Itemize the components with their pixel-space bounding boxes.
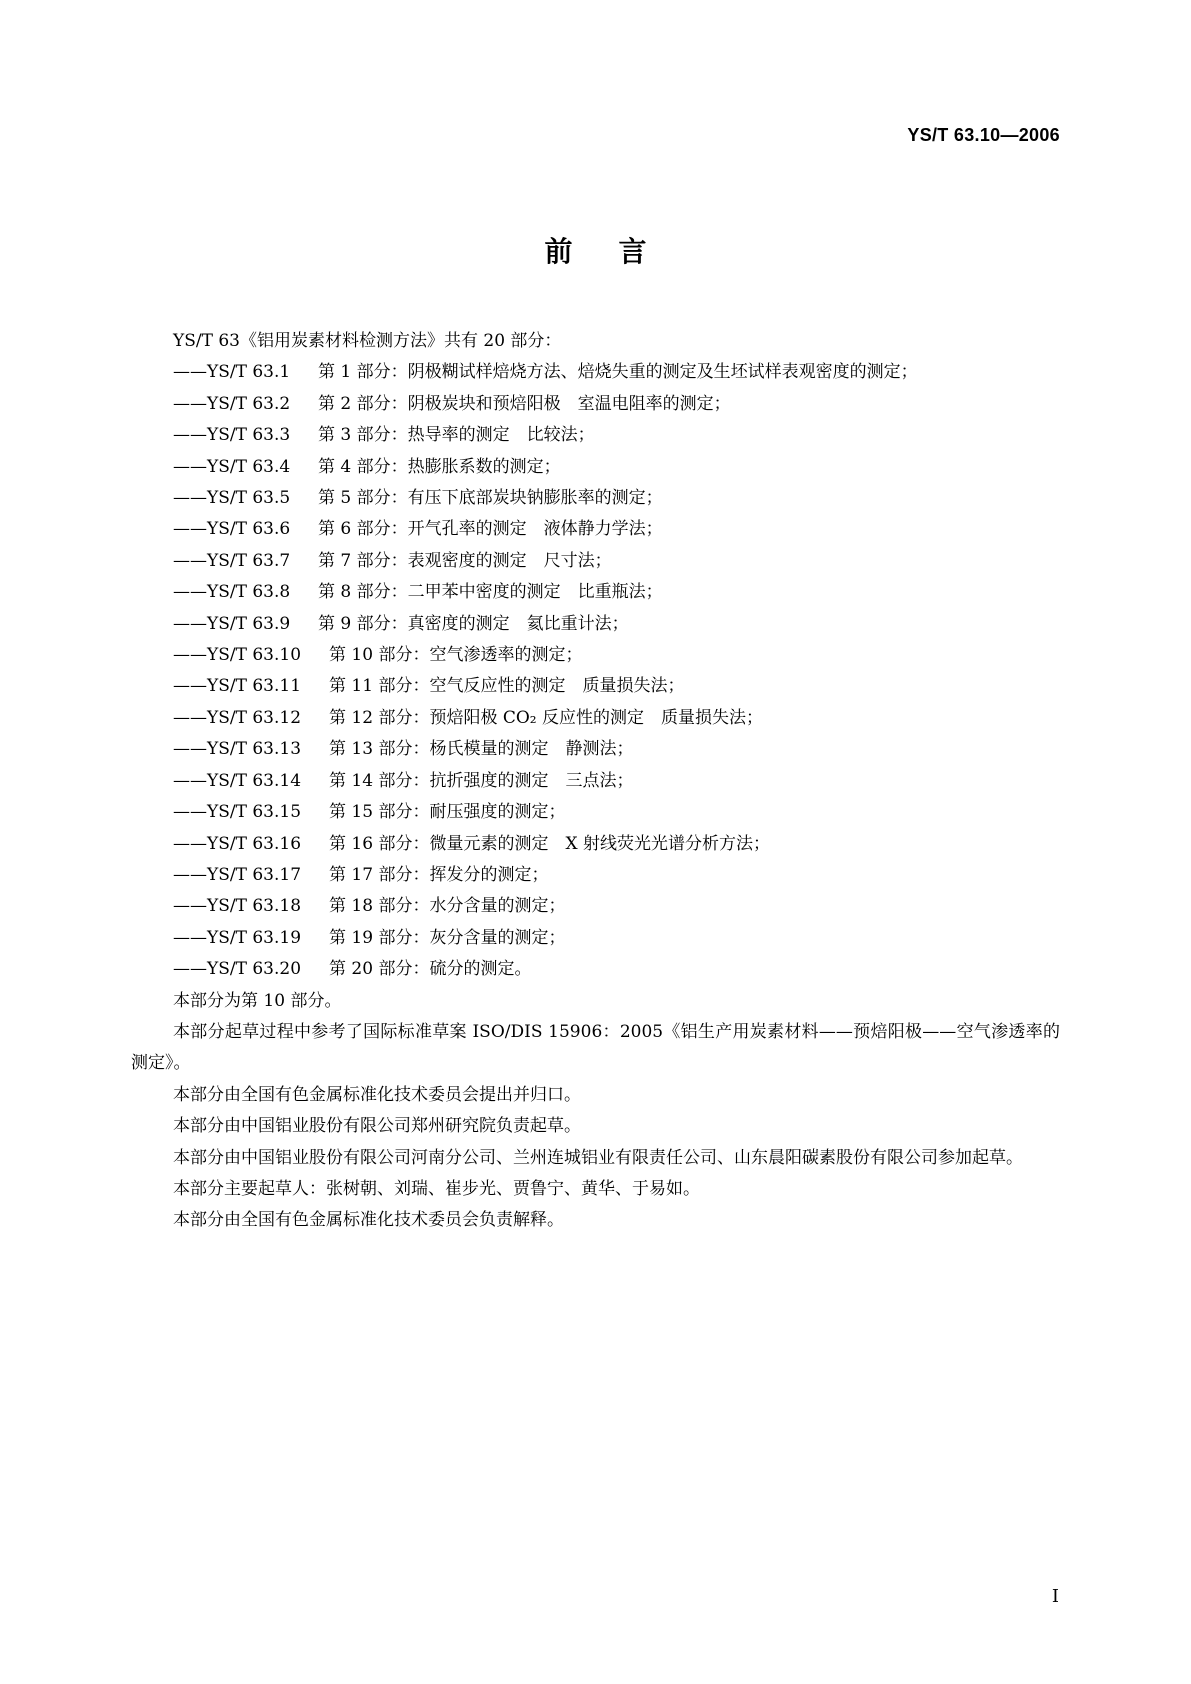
drafter-paragraph: 本部分由中国铝业股份有限公司郑州研究院负责起草。 (173, 1116, 581, 1137)
authors-paragraph: 本部分主要起草人：张树朝、刘瑞、崔步光、贾鲁宁、黄华、于易如。 (173, 1178, 700, 1199)
part-desc: 第 1 部分：阴极糊试样焙烧方法、焙烧失重的测定及生坯试样表观密度的测定； (318, 362, 918, 383)
list-item (131, 389, 1060, 420)
part-desc: 第 6 部分：开气孔率的测定 液体静力学法； (318, 519, 663, 540)
part-desc: 第 13 部分：杨氏模量的测定 静测法； (329, 739, 634, 760)
part-code: ——YS/T 63.18 (173, 896, 302, 917)
part-code: ——YS/T 63.13 (173, 739, 302, 760)
list-item (131, 452, 1060, 483)
interpretation-paragraph: 本部分由全国有色金属标准化技术委员会负责解释。 (173, 1210, 564, 1231)
part-desc: 第 10 部分：空气渗透率的测定； (329, 645, 583, 666)
standard-number: YS/T 63.10—2006 (907, 125, 1060, 145)
part-desc: 第 4 部分：热膨胀系数的测定； (318, 456, 561, 477)
list-item (131, 797, 1060, 828)
list-item (131, 546, 1060, 577)
part-desc: 第 17 部分：挥发分的测定； (329, 864, 549, 885)
list-item (131, 954, 1060, 985)
part-code: ——YS/T 63.4 (173, 456, 291, 477)
part-code: ——YS/T 63.15 (173, 802, 302, 823)
list-item (131, 671, 1060, 702)
part-desc: 第 19 部分：灰分含量的测定； (329, 927, 566, 948)
participants-paragraph: 本部分由中国铝业股份有限公司河南分公司、兰州连城铝业有限责任公司、山东晨阳碳素股份有限公司参加起草。 (173, 1147, 1023, 1168)
part-code: ——YS/T 63.3 (173, 425, 291, 446)
part-code: ——YS/T 63.9 (173, 613, 291, 634)
part-desc: 第 5 部分：有压下底部炭块钠膨胀率的测定； (318, 488, 663, 509)
reference-paragraph: 本部分起草过程中参考了国际标准草案 ISO/DIS 15906：2005《铝生产用炭素材料——预焙阳极——空气渗透率的测定》。 (131, 1021, 1060, 1074)
list-item (131, 640, 1060, 671)
proposer-paragraph: 本部分由全国有色金属标准化技术委员会提出并归口。 (173, 1084, 581, 1105)
part-desc: 第 9 部分：真密度的测定 氦比重计法； (318, 613, 629, 634)
list-item (131, 577, 1060, 608)
list-item (131, 766, 1060, 797)
part-code: ——YS/T 63.10 (173, 645, 302, 666)
list-item (131, 734, 1060, 765)
page-number: I (1051, 1586, 1059, 1607)
part-code: ——YS/T 63.2 (173, 393, 291, 414)
part-desc: 第 7 部分：表观密度的测定 尺寸法； (318, 550, 612, 571)
part-desc: 第 15 部分：耐压强度的测定； (329, 802, 566, 823)
part-desc: 第 3 部分：热导率的测定 比较法； (318, 425, 595, 446)
page-title: 前言 (544, 235, 693, 268)
foreword-body (131, 326, 1060, 1237)
part-desc: 第 2 部分：阴极炭块和预焙阳极 室温电阻率的测定； (318, 393, 731, 414)
list-item (131, 483, 1060, 514)
intro-paragraph: YS/T 63《铝用炭素材料检测方法》共有 20 部分： (173, 331, 562, 351)
part-code: ——YS/T 63.20 (173, 959, 302, 980)
part-desc: 第 8 部分：二甲苯中密度的测定 比重瓶法； (318, 582, 663, 603)
part-code: ——YS/T 63.8 (173, 582, 291, 603)
part-code: ——YS/T 63.11 (173, 676, 302, 697)
list-item (131, 860, 1060, 891)
list-item (131, 514, 1060, 545)
part-code: ——YS/T 63.17 (173, 864, 302, 885)
list-item (131, 923, 1060, 954)
part-code: ——YS/T 63.6 (173, 519, 291, 540)
list-item (131, 609, 1060, 640)
part-code: ——YS/T 63.14 (173, 770, 302, 791)
part-code: ——YS/T 63.5 (173, 488, 291, 509)
part-code: ——YS/T 63.1 (173, 362, 291, 383)
list-item (131, 829, 1060, 860)
part-desc: 第 16 部分：微量元素的测定 X 射线荧光光谱分析方法； (329, 833, 770, 854)
part-desc: 第 20 部分：硫分的测定。 (329, 959, 532, 980)
list-item (131, 891, 1060, 922)
part-desc: 第 14 部分：抗折强度的测定 三点法； (329, 770, 634, 791)
part-code: ——YS/T 63.16 (173, 833, 302, 854)
part-desc: 第 11 部分：空气反应性的测定 质量损失法； (329, 676, 685, 697)
part-code: ——YS/T 63.12 (173, 707, 302, 728)
list-item (131, 703, 1060, 734)
part-statement-paragraph: 本部分为第 10 部分。 (173, 990, 342, 1011)
part-desc: 第 12 部分：预焙阳极 CO₂ 反应性的测定 质量损失法； (329, 707, 764, 728)
part-code: ——YS/T 63.19 (173, 927, 302, 948)
part-desc: 第 18 部分：水分含量的测定； (329, 896, 566, 917)
part-code: ——YS/T 63.7 (173, 550, 291, 571)
parts-list (131, 357, 1060, 985)
list-item (131, 357, 1060, 388)
list-item (131, 420, 1060, 451)
